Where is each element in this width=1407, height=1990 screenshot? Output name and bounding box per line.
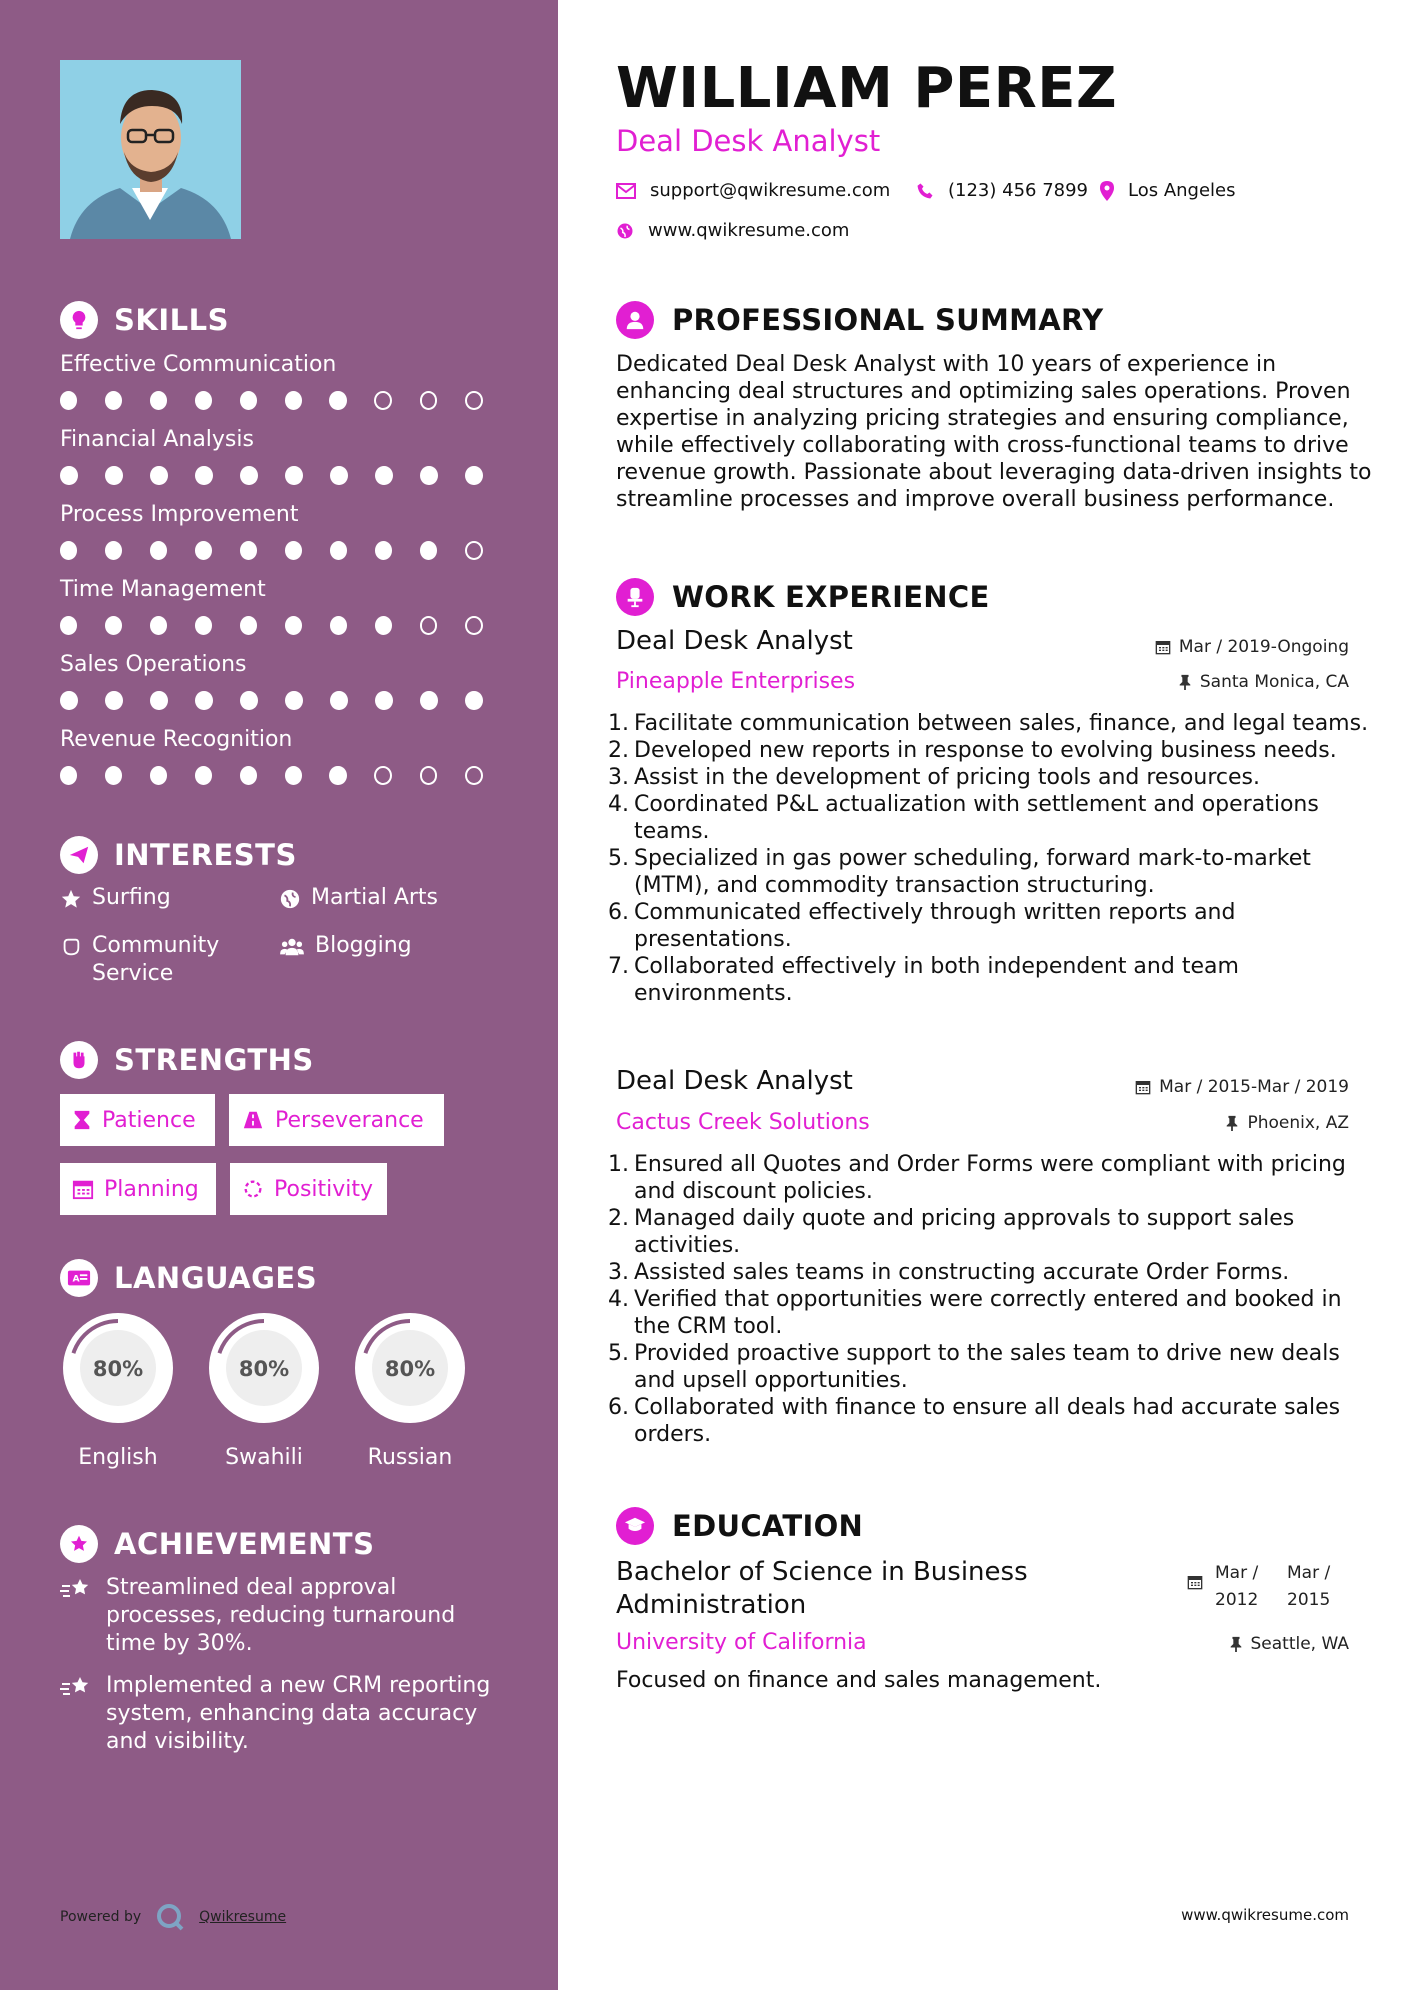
achievement-text: Implemented a new CRM reporting system, enhancing data accuracy and visibility. xyxy=(106,1673,491,1754)
rating-dot-filled xyxy=(285,766,302,785)
skill-rating xyxy=(60,466,510,485)
duty-item: Developed new reports in response to evolving business needs. xyxy=(634,738,1337,763)
rating-dot-filled xyxy=(195,541,212,560)
powered-by-label: Powered by xyxy=(60,1909,142,1925)
language-percent: 80% xyxy=(92,1357,144,1381)
language-percent: 80% xyxy=(384,1357,436,1381)
rating-dot-filled xyxy=(465,691,483,710)
job-location xyxy=(1225,1113,1349,1133)
rating-dot-filled xyxy=(150,466,168,485)
skill-item xyxy=(60,427,510,485)
summary-title: PROFESSIONAL SUMMARY xyxy=(672,303,1104,337)
skill-rating xyxy=(60,391,510,410)
candidate-name: WILLIAM PEREZ xyxy=(616,56,1118,121)
spinner-icon xyxy=(242,1178,264,1200)
rating-dot-filled xyxy=(240,691,258,710)
main-content xyxy=(558,0,1407,1990)
language-item xyxy=(57,1307,179,1470)
contact-email[interactable] xyxy=(616,180,890,201)
rating-dot-filled xyxy=(105,616,122,635)
rating-dot-filled xyxy=(330,541,347,560)
interest-item xyxy=(60,932,260,988)
interest-item xyxy=(60,884,171,912)
calendar-icon xyxy=(1187,1574,1203,1590)
website-text: www.qwikresume.com xyxy=(648,220,850,241)
languages-heading xyxy=(60,1259,317,1297)
strength-badge xyxy=(60,1163,216,1215)
language-percent: 80% xyxy=(238,1357,290,1381)
skill-item xyxy=(60,352,510,410)
calendar-icon xyxy=(1155,639,1171,655)
experience-heading xyxy=(616,578,990,616)
rating-dot-filled xyxy=(420,466,438,485)
envelope-icon xyxy=(616,183,636,199)
interest-label: Surfing xyxy=(92,885,171,910)
skill-name: Time Management xyxy=(60,577,266,602)
skill-item xyxy=(60,577,510,635)
rating-dot-filled xyxy=(105,541,122,560)
star-icon xyxy=(60,888,82,910)
rating-dot-filled xyxy=(150,391,167,410)
hand-icon xyxy=(60,936,82,958)
rating-dot-empty xyxy=(465,616,483,635)
duty-item: Communicated effectively through written reports and presentations. xyxy=(634,900,1236,952)
skill-rating xyxy=(60,766,510,785)
rating-dot-filled xyxy=(60,541,77,560)
award-star-icon xyxy=(60,1525,98,1563)
paper-plane-icon xyxy=(60,836,98,874)
skill-rating xyxy=(60,691,510,710)
rating-dot-filled xyxy=(329,766,346,785)
rating-dot-filled xyxy=(330,466,348,485)
skill-name: Financial Analysis xyxy=(60,427,254,452)
duty-item: Collaborated effectively in both independent and team environments. xyxy=(634,954,1239,1006)
language-progress-ring xyxy=(57,1307,179,1429)
skill-item xyxy=(60,727,510,785)
contact-website[interactable] xyxy=(616,220,849,241)
strength-label: Patience xyxy=(102,1107,196,1133)
rating-dot-filled xyxy=(240,466,258,485)
candidate-title: Deal Desk Analyst xyxy=(616,124,881,158)
strength-label: Perseverance xyxy=(275,1107,424,1133)
achievement-item xyxy=(60,1574,510,1658)
shooting-star-icon xyxy=(60,1576,94,1604)
skill-name: Revenue Recognition xyxy=(60,727,293,752)
strength-label: Positivity xyxy=(274,1176,374,1202)
svg-text:A: A xyxy=(72,1273,80,1285)
rating-dot-filled xyxy=(105,466,123,485)
company-name: Pineapple Enterprises xyxy=(616,669,856,694)
skill-name: Sales Operations xyxy=(60,652,247,677)
rating-dot-filled xyxy=(150,691,168,710)
achievements-heading xyxy=(60,1525,374,1563)
rating-dot-empty xyxy=(374,766,392,785)
rating-dot-filled xyxy=(60,691,78,710)
school-name: University of California xyxy=(616,1630,867,1655)
job-duties-list xyxy=(616,1151,1376,1448)
education-dates xyxy=(1187,1560,1347,1614)
user-icon xyxy=(616,301,654,339)
rating-dot-filled xyxy=(150,541,167,560)
rating-dot-filled xyxy=(105,691,123,710)
lightbulb-icon xyxy=(60,301,98,339)
strengths-heading xyxy=(60,1041,314,1079)
rating-dot-filled xyxy=(240,766,257,785)
shooting-star-icon xyxy=(60,1674,94,1702)
profile-photo xyxy=(60,60,241,239)
education-title: EDUCATION xyxy=(672,1509,864,1543)
phone-text: (123) 456 7899 xyxy=(948,180,1089,201)
interest-label: Community Service xyxy=(92,933,220,986)
education-location xyxy=(1229,1634,1350,1654)
calendar-icon xyxy=(1135,1079,1151,1095)
sidebar xyxy=(0,0,558,1990)
location-text: Los Angeles xyxy=(1128,180,1236,201)
strength-badge xyxy=(229,1094,444,1146)
job-dates xyxy=(1135,1077,1349,1097)
job-dates-text: Mar / 2015-Mar / 2019 xyxy=(1159,1077,1349,1097)
pushpin-icon xyxy=(1225,1115,1239,1131)
rating-dot-filled xyxy=(240,616,257,635)
language-item xyxy=(203,1307,325,1470)
languages-title: LANGUAGES xyxy=(114,1261,318,1295)
skills-heading xyxy=(60,301,229,339)
job-location-text: Phoenix, AZ xyxy=(1247,1113,1349,1133)
rating-dot-filled xyxy=(330,616,347,635)
achievement-item xyxy=(60,1672,510,1756)
hourglass-icon xyxy=(72,1109,92,1131)
powered-by xyxy=(60,1902,286,1932)
rating-dot-empty xyxy=(465,766,483,785)
company-name: Cactus Creek Solutions xyxy=(616,1110,870,1135)
rating-dot-filled xyxy=(105,766,122,785)
duty-item: Verified that opportunities were correctly entered and booked in the CRM tool. xyxy=(634,1287,1342,1339)
strength-label: Planning xyxy=(104,1176,199,1202)
duty-item: Specialized in gas power scheduling, forward mark-to-market (MTM), and commodity transaction structuring. xyxy=(634,846,1311,898)
rating-dot-filled xyxy=(285,466,303,485)
degree-title: Bachelor of Science in Business Administration xyxy=(616,1557,1028,1620)
summary-heading xyxy=(616,301,1103,339)
job-dates xyxy=(1155,637,1349,657)
rating-dot-filled xyxy=(329,391,346,410)
globe-icon xyxy=(279,888,301,910)
rating-dot-empty xyxy=(420,766,438,785)
language-progress-ring xyxy=(349,1307,471,1429)
achievement-text: Streamlined deal approval processes, reducing turnaround time by 30%. xyxy=(106,1575,456,1656)
phone-icon xyxy=(916,182,934,200)
interest-item xyxy=(279,884,438,912)
interest-label: Martial Arts xyxy=(311,885,439,910)
rating-dot-filled xyxy=(195,466,213,485)
rating-dot-filled xyxy=(195,391,212,410)
rating-dot-filled xyxy=(330,691,348,710)
road-icon xyxy=(241,1109,265,1131)
rating-dot-empty xyxy=(374,391,392,410)
rating-dot-filled xyxy=(285,616,302,635)
duty-item: Assisted sales teams in constructing accurate Order Forms. xyxy=(634,1260,1290,1285)
rating-dot-filled xyxy=(60,616,77,635)
job-location xyxy=(1178,672,1349,692)
globe-icon xyxy=(616,222,634,240)
education-description: Focused on finance and sales management. xyxy=(616,1668,1102,1693)
rating-dot-filled xyxy=(285,391,302,410)
rating-dot-empty xyxy=(465,541,483,560)
duty-item: Ensured all Quotes and Order Forms were compliant with pricing and discount policies. xyxy=(634,1152,1346,1204)
contact-location xyxy=(1100,180,1236,201)
skills-title: SKILLS xyxy=(114,303,229,337)
rating-dot-empty xyxy=(420,391,438,410)
education-heading xyxy=(616,1507,863,1545)
skill-item xyxy=(60,502,510,560)
language-icon xyxy=(60,1259,98,1297)
users-icon xyxy=(279,936,305,958)
education-end: Mar / 2015 xyxy=(1287,1563,1331,1610)
job-title: Deal Desk Analyst xyxy=(616,1066,853,1096)
duty-item: Facilitate communication between sales, finance, and legal teams. xyxy=(634,711,1369,736)
rating-dot-filled xyxy=(375,466,393,485)
interest-label: Blogging xyxy=(315,933,412,958)
interests-title: INTERESTS xyxy=(114,838,297,872)
summary-text: Dedicated Deal Desk Analyst with 10 years of experience in enhancing deal structures and optimizing sales operations. Proven expertise in analyzing pricing strategies and ensuring compliance, while effectively collaborating with cross-functional teams to drive revenue growth. Passionate about leveraging data-driven insights to streamline processes and improve overall business performance. xyxy=(616,352,1372,512)
footer-url[interactable]: www.qwikresume.com xyxy=(1181,1906,1349,1924)
rating-dot-filled xyxy=(285,541,302,560)
contact-phone[interactable] xyxy=(916,180,1088,201)
strengths-title: STRENGTHS xyxy=(114,1043,314,1077)
skill-rating xyxy=(60,541,510,560)
language-name: English xyxy=(78,1445,158,1470)
job-duties-list xyxy=(616,710,1376,1007)
calendar-icon xyxy=(72,1178,94,1200)
language-progress-ring xyxy=(203,1307,325,1429)
rating-dot-filled xyxy=(195,766,212,785)
language-name: Swahili xyxy=(225,1445,303,1470)
rating-dot-filled xyxy=(60,766,77,785)
job-location-text: Santa Monica, CA xyxy=(1199,672,1349,692)
rating-dot-filled xyxy=(285,691,303,710)
rating-dot-empty xyxy=(420,616,438,635)
rating-dot-empty xyxy=(465,391,483,410)
achievements-title: ACHIEVEMENTS xyxy=(114,1527,375,1561)
skill-name: Effective Communication xyxy=(60,352,337,377)
map-pin-icon xyxy=(1100,181,1114,201)
rating-dot-filled xyxy=(195,691,213,710)
language-name: Russian xyxy=(367,1445,453,1470)
rating-dot-filled xyxy=(375,541,392,560)
skill-rating xyxy=(60,616,510,635)
education-location-text: Seattle, WA xyxy=(1250,1634,1349,1654)
briefcase-chair-icon xyxy=(616,578,654,616)
rating-dot-filled xyxy=(465,466,483,485)
interest-item xyxy=(279,932,412,960)
rating-dot-filled xyxy=(150,766,167,785)
rating-dot-filled xyxy=(60,466,78,485)
rating-dot-filled xyxy=(375,616,392,635)
rating-dot-filled xyxy=(240,391,257,410)
duty-item: Assist in the development of pricing tools and resources. xyxy=(634,765,1260,790)
rating-dot-filled xyxy=(150,616,167,635)
duty-item: Collaborated with finance to ensure all deals had accurate sales orders. xyxy=(634,1395,1341,1447)
email-text: support@qwikresume.com xyxy=(650,180,891,201)
rating-dot-filled xyxy=(420,691,438,710)
education-start: Mar / 2012 xyxy=(1215,1563,1259,1610)
qwikresume-link[interactable]: Qwikresume xyxy=(199,1909,287,1925)
fist-icon xyxy=(60,1041,98,1079)
qwikresume-logo-icon xyxy=(155,1902,185,1932)
strength-badge xyxy=(230,1163,387,1215)
rating-dot-filled xyxy=(105,391,122,410)
job-dates-text: Mar / 2019-Ongoing xyxy=(1178,637,1349,657)
rating-dot-filled xyxy=(60,391,77,410)
skill-item xyxy=(60,652,510,710)
skill-name: Process Improvement xyxy=(60,502,299,527)
graduation-icon xyxy=(616,1507,654,1545)
rating-dot-filled xyxy=(375,691,393,710)
rating-dot-filled xyxy=(420,541,437,560)
pushpin-icon xyxy=(1229,1636,1243,1652)
pushpin-icon xyxy=(1178,674,1192,690)
job-title: Deal Desk Analyst xyxy=(616,626,853,656)
language-item xyxy=(349,1307,471,1470)
duty-item: Coordinated P&L actualization with settlement and operations teams. xyxy=(634,792,1319,844)
rating-dot-filled xyxy=(195,616,212,635)
rating-dot-filled xyxy=(240,541,257,560)
duty-item: Provided proactive support to the sales team to drive new deals and upsell opportunities. xyxy=(634,1341,1340,1393)
experience-title: WORK EXPERIENCE xyxy=(672,580,990,614)
strength-badge xyxy=(60,1094,215,1146)
interests-heading xyxy=(60,836,297,874)
duty-item: Managed daily quote and pricing approvals to support sales activities. xyxy=(634,1206,1295,1258)
